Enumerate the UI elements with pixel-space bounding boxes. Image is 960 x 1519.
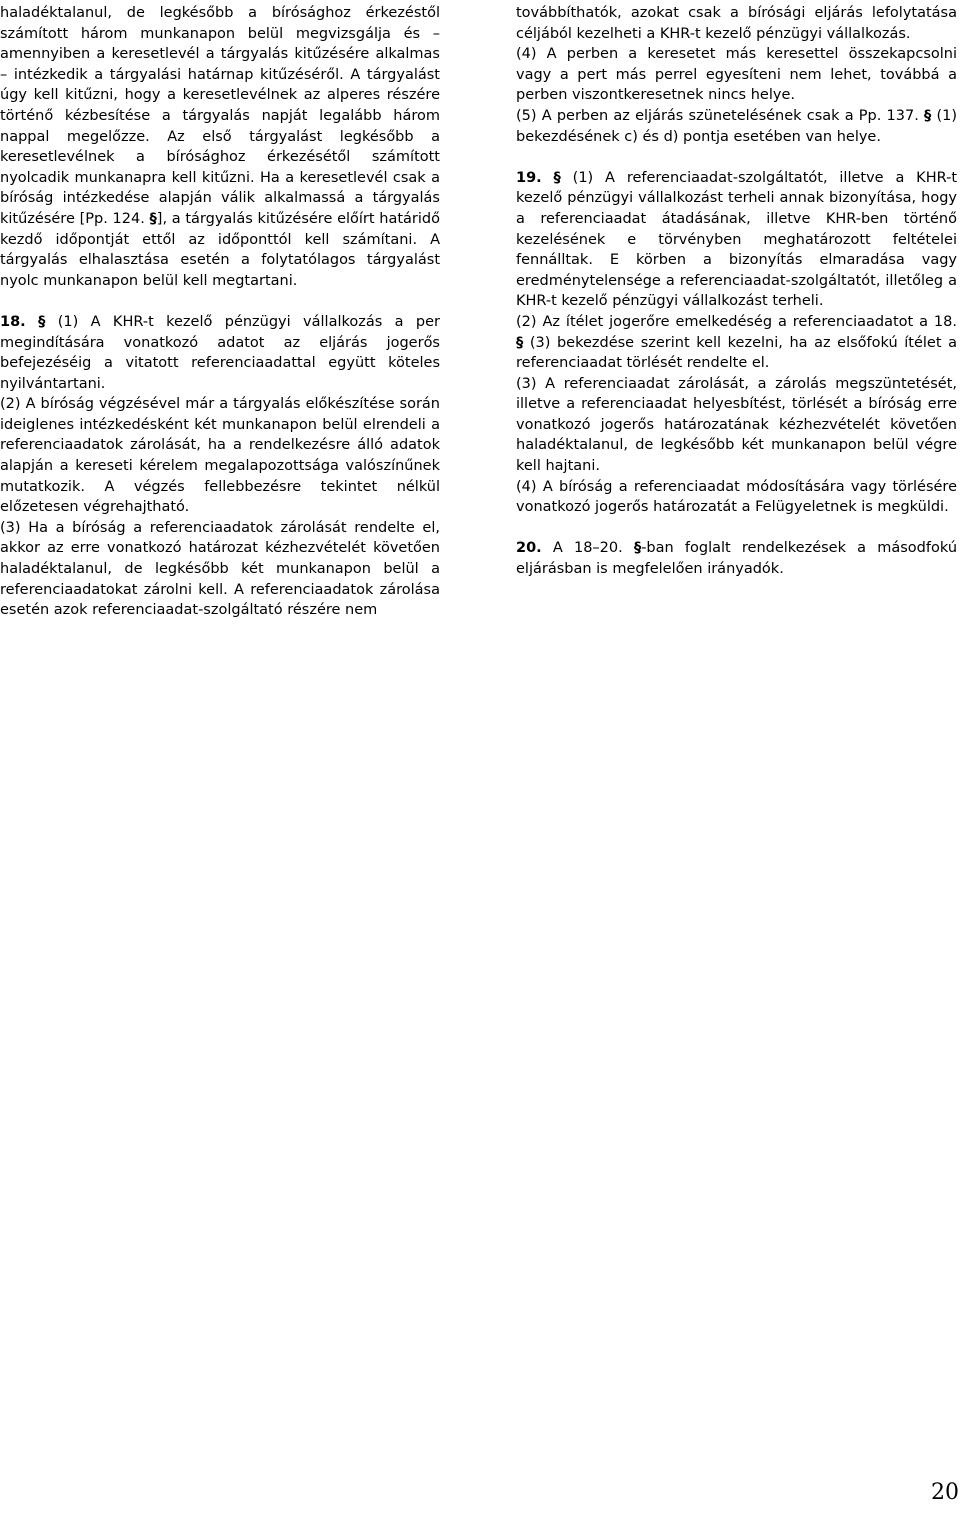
page-number: 20 (931, 1480, 959, 1505)
paragraph-text: (3) bekezdése szerint kell kezelni, ha az elsőfokú ítélet a referenciaadat törlését rendelte el. (516, 334, 957, 372)
paragraph-text: haladéktalanul, de legkésőbb a bírósághoz érkezéstől számított három munkanapon belül megvizsgálja és – amennyiben a keresetlevél a tárgyalás kitűzésére alkalmas – intézkedik a tárgyalási határnap kitűzéséről. A tárgyalást úgy kell kitűzni, hogy a keresetlevélnek az alperes részére történő kézbesítése a tárgyalás napját legalább három nappal megelőzze. Az első tárgyalást legkésőbb a keresetlevélnek a bírósághoz érkezésétől számított nyolcadik munkanapra kell kitűzni. Ha a keresetlevél csak a bíróság intézkedése alapján válik alkalmassá a tárgyalás kitűzésére [Pp. 124. (0, 5, 440, 227)
section-18-paragraph-2: (2) A bíróság végzésével már a tárgyalás előkészítése során ideiglenes intézkedésként két munkanapon belül elrendeli a referenciaadatok zárolását, ha a rendelkezésre álló adatok alapján a kereseti kérelem megalapozottsága valószínűnek mutatkozik. A végzés fellebbezésre tekintet nélkül előzetesen végrehajtható. (0, 396, 440, 516)
paragraph-text: (2) Az ítélet jogerőre emelkedéség a referenciaadatot a 18. (516, 313, 957, 330)
right-column (516, 3, 957, 580)
section-18-paragraph-5 (516, 106, 957, 147)
section-20-paragraph (516, 538, 957, 579)
section-18-paragraph-1 (0, 312, 440, 394)
section-18-paragraph-3: (3) Ha a bíróság a referenciaadatok zárolását rendelte el, akkor az erre vonatkozó határozat kézhezvételét követően haladéktalanul, de legkésőbb két munkanapon belül a referenciaadatokat zárolni kell. A referenciaadatok zárolása esetén azok referenciaadat-szolgáltató részére nem (0, 519, 440, 619)
section-19-paragraph-1 (516, 168, 957, 312)
paragraph-text: (1) A KHR-t kezelő pénzügyi vállalkozás a per megindítására vonatkozó adatot az eljárás jogerős befejezéséig a vitatott referenciaadattal együtt köteles nyilvántartani. (0, 313, 441, 392)
section-19-paragraph-4: (4) A bíróság a referenciaadat módosítására vagy törlésére vonatkozó jogerős határozatát a Felügyeletnek is megküldi. (516, 478, 957, 516)
paragraph-text: (1) A referenciaadat-szolgáltatót, illetve a KHR-t kezelő pénzügyi vállalkozást terheli annak bizonyítása, hogy a referenciaadat átadásának, illetve KHR-ben történő kezelésének e törvényben meghatározott feltételei fennálltak. E körben a bizonyítás elmaradása vagy eredménytelensége a referenciaadat-szolgáltatót, illetőleg a KHR-t kezelő pénzügyi vállalkozást terheli. (516, 169, 958, 310)
paragraph-text: ], a tárgyalás kitűzésére előírt határidő kezdő időpontját ettől az időponttól kell számítani. A tárgyalás elhalasztása esetén a folytatólagos tárgyalást nyolc munkanapon belül kell megtartani. (0, 210, 441, 289)
section-number: 20. (516, 540, 542, 557)
paragraph-continuation (0, 3, 440, 291)
section-symbol: § (924, 107, 932, 124)
section-number: 19. (516, 169, 542, 186)
section-19-paragraph-2 (516, 312, 957, 374)
paragraph-text: (1) bekezdésének c) és d) pontja esetében van helye. (516, 107, 957, 145)
section-symbol: § (38, 313, 46, 330)
paragraph-text: A 18–20. (552, 540, 623, 557)
paragraph-text: (5) A perben az eljárás szünetelésének csak a Pp. 137. (516, 107, 919, 124)
section-18-continuation: továbbíthatók, azokat csak a bírósági eljárás lefolytatása céljából kezelheti a KHR-t kezelő pénzügyi vállalkozás. (516, 5, 957, 42)
section-18-paragraph-4: (4) A perben a keresetet más keresettel összekapcsolni vagy a pert más perrel egyesíteni nem lehet, továbbá a perben viszontkeresetnek nincs helye. (516, 46, 957, 104)
paragraph-gap (516, 147, 957, 168)
section-symbol: § (516, 334, 524, 351)
left-column (0, 3, 440, 621)
paragraph-gap (0, 291, 440, 312)
section-symbol: § (633, 540, 642, 557)
section-symbol: § (553, 169, 561, 186)
section-number: 18. (0, 313, 26, 330)
section-symbol: § (149, 210, 157, 227)
paragraph-gap (516, 518, 957, 539)
paragraph-text: -ban foglalt rendelkezések a másodfokú eljárásban is megfelelően irányadók. (516, 540, 958, 578)
section-19-paragraph-3: (3) A referenciaadat zárolását, a zárolás megszüntetését, illetve a referenciaadat helyesbítést, törlését a bíróság erre vonatkozó jogerős határozatának kézhezvételét követően haladéktalanul, de legkésőbb két munkanapon belül végre kell hajtani. (516, 375, 957, 475)
